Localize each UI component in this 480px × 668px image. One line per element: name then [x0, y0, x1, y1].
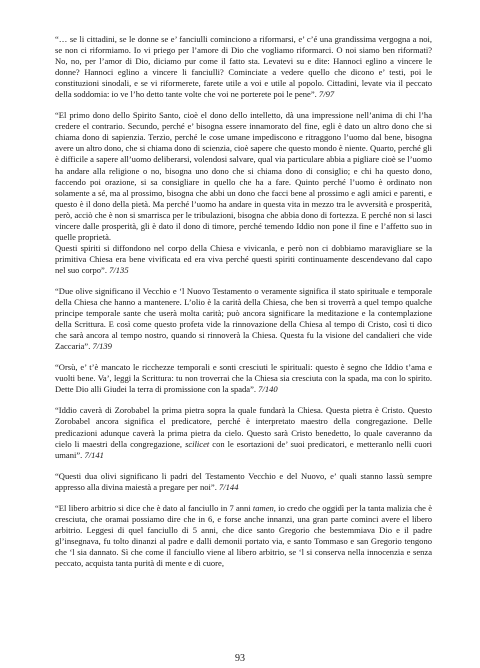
paragraph-6-italic-word: scilicet	[185, 438, 210, 449]
paragraph-6	[55, 405, 432, 460]
citation-3: 7/135	[109, 264, 129, 275]
paragraph-7-text: “Questi dua olivi significano li padri del Testamento Vecchio e del Nuovo, e’ quali stanno lassù sempre appresso alla divina maiestà a pregare per noi”.	[55, 470, 432, 492]
paragraph-3	[55, 243, 432, 276]
paragraph-2-text: “El primo dono dello Spirito Santo, cioè el dono dello intelletto, dà una impressione nell’anima di chi l’ha credere el contrario. Secundo, perché e’ bisogna essere innamorato del fine, egli è dato un altro dono che si chiama dono di sapienzia. Terzio, perché le cose umane impediscono e ritraggono l’uomo dal bene, bisogna avere un altro dono, che si chiama dono di scienzia, cioè sapere che questo mondo è niente. Quarto, perché gli è difficile a sapere all’uomo deliberarsi, volendosi salvare, qual via particulare abbia a pigliare cioè se l’uomo ha andare alla religione o no, bisogna uno dono che si chiama dono di consiglio; e chi ha questo dono, faccendo poi orazione, si sa consigliare in quello che ha a fare. Quinto perché l’uomo è ordinato non solamente a sé, ma al prossimo, bisogna che abbi un dono che facci bene al prossimo e agli amici e parenti, e questo è il dono della pietà. Ma perché l’uomo ha andare in questa vita in mezzo tra le avversità e prosperità, però, acciò che è non si smarrisca per le tribulazioni, bisogna che abbia dono di fortezza. E perché non si lasci vincere dalle prosperità, gli è dato il dono di timore, perché temendo Iddio non pone il fine e l’affetto suo in quelle proprietà.	[55, 110, 432, 242]
citation-1: 7/97	[318, 89, 335, 100]
paragraph-7	[55, 471, 432, 493]
paragraph-6-text-before: “Iddio caverà di Zorobabel la prima pietra sopra la quale fundarà la Chiesa. Questa pietra è Cristo. Questo Zorobabel ancora significa el predicatore, perché è interpretato maestro della congregazione. Delle predicazioni adunque caverà la prima pietra da cielo. Questo sarà Cristo benedetto, lo quale caveranno da cielo li maestri della congregazione,	[55, 405, 432, 449]
paragraph-8-text-before: “El libero arbitrio si dice che è dato al fanciullo in 7 anni	[55, 502, 253, 513]
paragraph-4-text: “Due olive significano il Vecchio e ‘l Nuovo Testamento o veramente significa il stato spirituale e temporale della Chiesa che hanno a mantenere. L’olio è la carità della Chiesa, che ben si troverrà a quel tempo qualche principe temporale sante che userà molta carità; può ancora significare la meditazione e la contemplazione della Scrittura. E così come questo profeta vide la rinnovazione della Chiesa al tempo di Cristo, così ti dico che sarà ancora al tempo nostro, quando si rinnoverà la Chiesa. Questa fu la visione del candalieri che vide Zaccaria”.	[55, 285, 432, 352]
citation-4: 7/139	[92, 341, 112, 352]
paragraph-1	[55, 34, 432, 100]
citation-7: 7/144	[219, 481, 239, 492]
citation-5: 7/140	[258, 384, 278, 395]
paragraph-3-text: Questi spiriti si diffondono nel corpo della Chiesa e vivicanla, e però non ci dobbiamo maravigliare se la primitiva Chiesa era bene vivificata ed era viva perché questi spiriti continuamente descendevano dal capo nel suo corpo”.	[55, 242, 432, 275]
citation-6: 7/141	[84, 449, 104, 460]
paragraph-4	[55, 286, 432, 352]
paragraph-5	[55, 362, 432, 395]
paragraph-1-text: “… se li cittadini, se le donne se e’ fanciulli cominciono a riformarsi, e’ c’é una grandissima vergogna a noi, se non ci riformiamo. Io vi priego per l’amore di Dio che vogliamo riformarci. O noi siamo ben riformati? No, no, per l’amor di Dio, diciamo pur come il fatto sta. Levatevi su e dite: Hannoci eglino a vincere le donne? Hannoci eglino a vincere li fanciulli? Cominciate a vedere quello che dicono e’ testi, poi le constituzioni sinodali, e se vi riformerete, farete utile a voi e utile al popolo. Cittadini, levate via il peccato della soddomia: io ve l’ho detto tante volte che voi ne porterete poi le pene”.	[55, 34, 432, 100]
page-number: 93	[235, 653, 245, 664]
paragraph-8-text-after: , io credo che oggidì per la tanta malizia che è cresciuta, che oramai possiamo dire che in 6, e forse anche innanzi, una gran parte cominci avere el libero arbitrio. Leggesi di quel fanciullo di 5 anni, che dice santo Gregorio che bestemmiava Dio e il padre gl’insegnava, fu tolto dinanzi al padre e dalli demonii portato via, e santo Tommaso e san Gregorio tengono che ‘l sia dannato. Sì che come il fanciullo viene al libero arbitrio, se ‘l si conserva nella innocenzia e senza peccato, acquista tanta purità di mente e di cuore,	[55, 502, 432, 568]
paragraph-8	[55, 503, 432, 569]
paragraph-8-italic-word: tamen	[252, 502, 274, 513]
paragraph-5-text: “Orsù, e’ t’è mancato le ricchezze temporali e sonti cresciuti le spirituali: questo è segno che Iddio t’ama e vuolti bene. Va’, leggi la Scrittura: tu non troverrai che la Chiesa sia cresciuta con la spada, ma con lo spirito. Dette Dio alli Giudei la terra di promissione con la spada”.	[55, 362, 432, 395]
paragraph-6-text-after: con le esortazioni de’ suoi predicatori, e metteranlo nelli cuori umani”.	[55, 438, 432, 460]
paragraph-2	[55, 110, 432, 243]
